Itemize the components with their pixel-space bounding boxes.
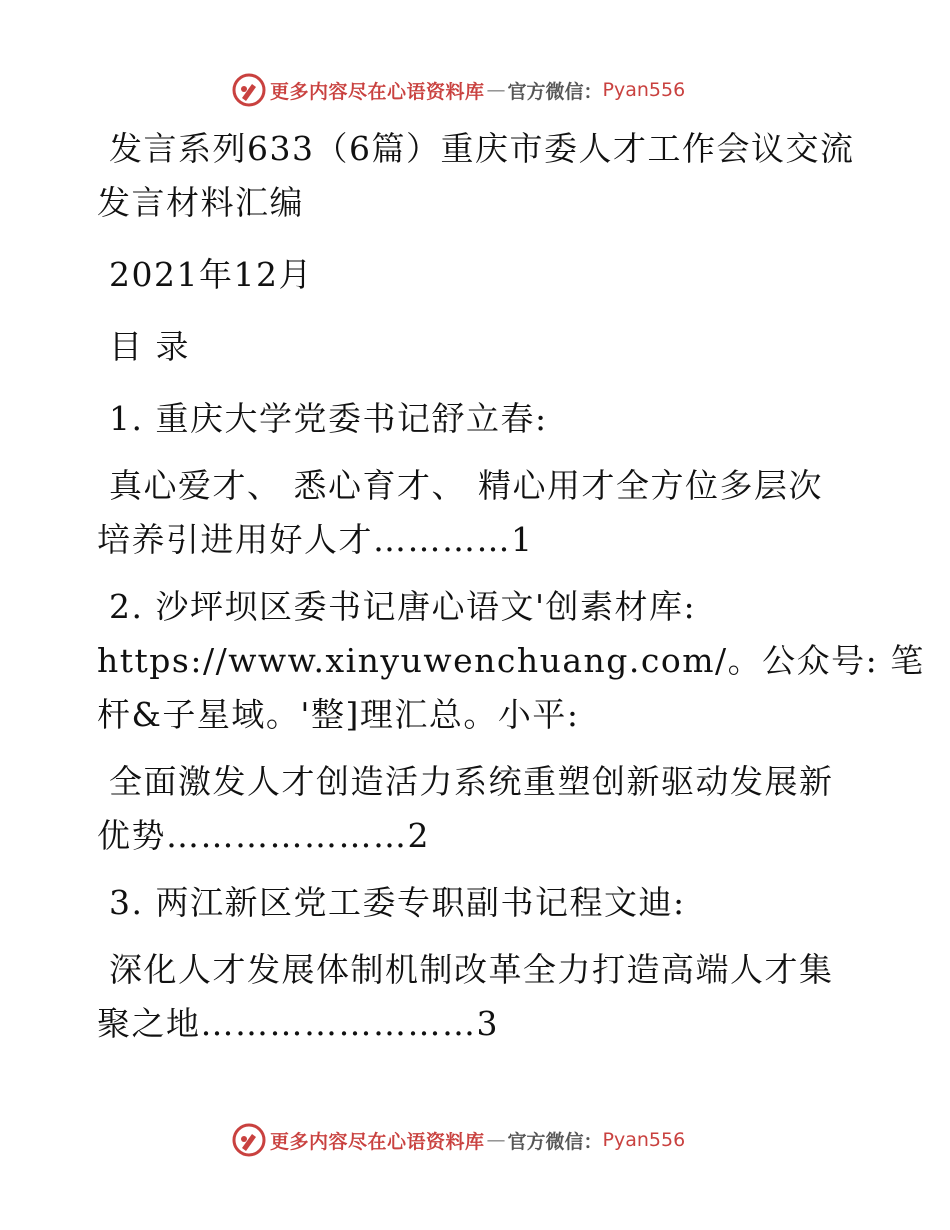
toc-item-2-url-line: https://www.xinyuwenchuang.com/。公众号: 笔 (97, 641, 925, 680)
toc-heading: 目 录 (109, 327, 190, 366)
toc-item-1-title-line-1: 真心爱才、 悉心育才、 精心用才全方位多层次 (109, 466, 823, 505)
toc-item-3-heading: 3. 两江新区党工委专职副书记程文迪: (109, 883, 686, 922)
document-date: 2021年12月 (109, 255, 313, 294)
watermark-contact-label: 官方微信： (507, 80, 603, 103)
document-body (97, 122, 925, 1051)
toc-item-1-title-line-2: 培养引进用好人才…………1 (97, 520, 534, 559)
watermark-text: 更多内容尽在心语资料库 (270, 80, 485, 103)
footer-watermark (232, 1122, 685, 1158)
header-watermark (232, 72, 685, 108)
toc-item-1-heading: 1. 重庆大学党委书记舒立春: (109, 399, 548, 438)
watermark-text: 更多内容尽在心语资料库 (270, 1130, 485, 1153)
toc-item-3-title-line-1: 深化人才发展体制机制改革全力打造高端人才集 (109, 950, 834, 989)
document-title-line-2: 发言材料汇编 (97, 183, 304, 222)
document-title-line-1: 发言系列633（6篇）重庆市委人才工作会议交流 (109, 129, 855, 168)
pen-logo-icon (232, 1123, 266, 1157)
toc-item-2-tail-line: 杆&子星域。'整]理汇总。小平: (97, 695, 580, 734)
pen-logo-icon (232, 73, 266, 107)
toc-item-2-title-line-1: 全面激发人才创造活力系统重塑创新驱动发展新 (109, 762, 834, 801)
toc-item-2-heading: 2. 沙坪坝区委书记唐心语文'创素材库: (109, 587, 697, 626)
toc-item-3-title-line-2: 聚之地……………………3 (97, 1004, 499, 1043)
watermark-separator: — (486, 79, 506, 101)
watermark-contact-label: 官方微信： (507, 1130, 603, 1153)
watermark-separator: — (486, 1129, 506, 1151)
watermark-wechat-id: Pyan556 (602, 1129, 686, 1151)
watermark-wechat-id: Pyan556 (602, 79, 686, 101)
toc-item-2-title-line-2: 优势…………………2 (97, 816, 430, 855)
